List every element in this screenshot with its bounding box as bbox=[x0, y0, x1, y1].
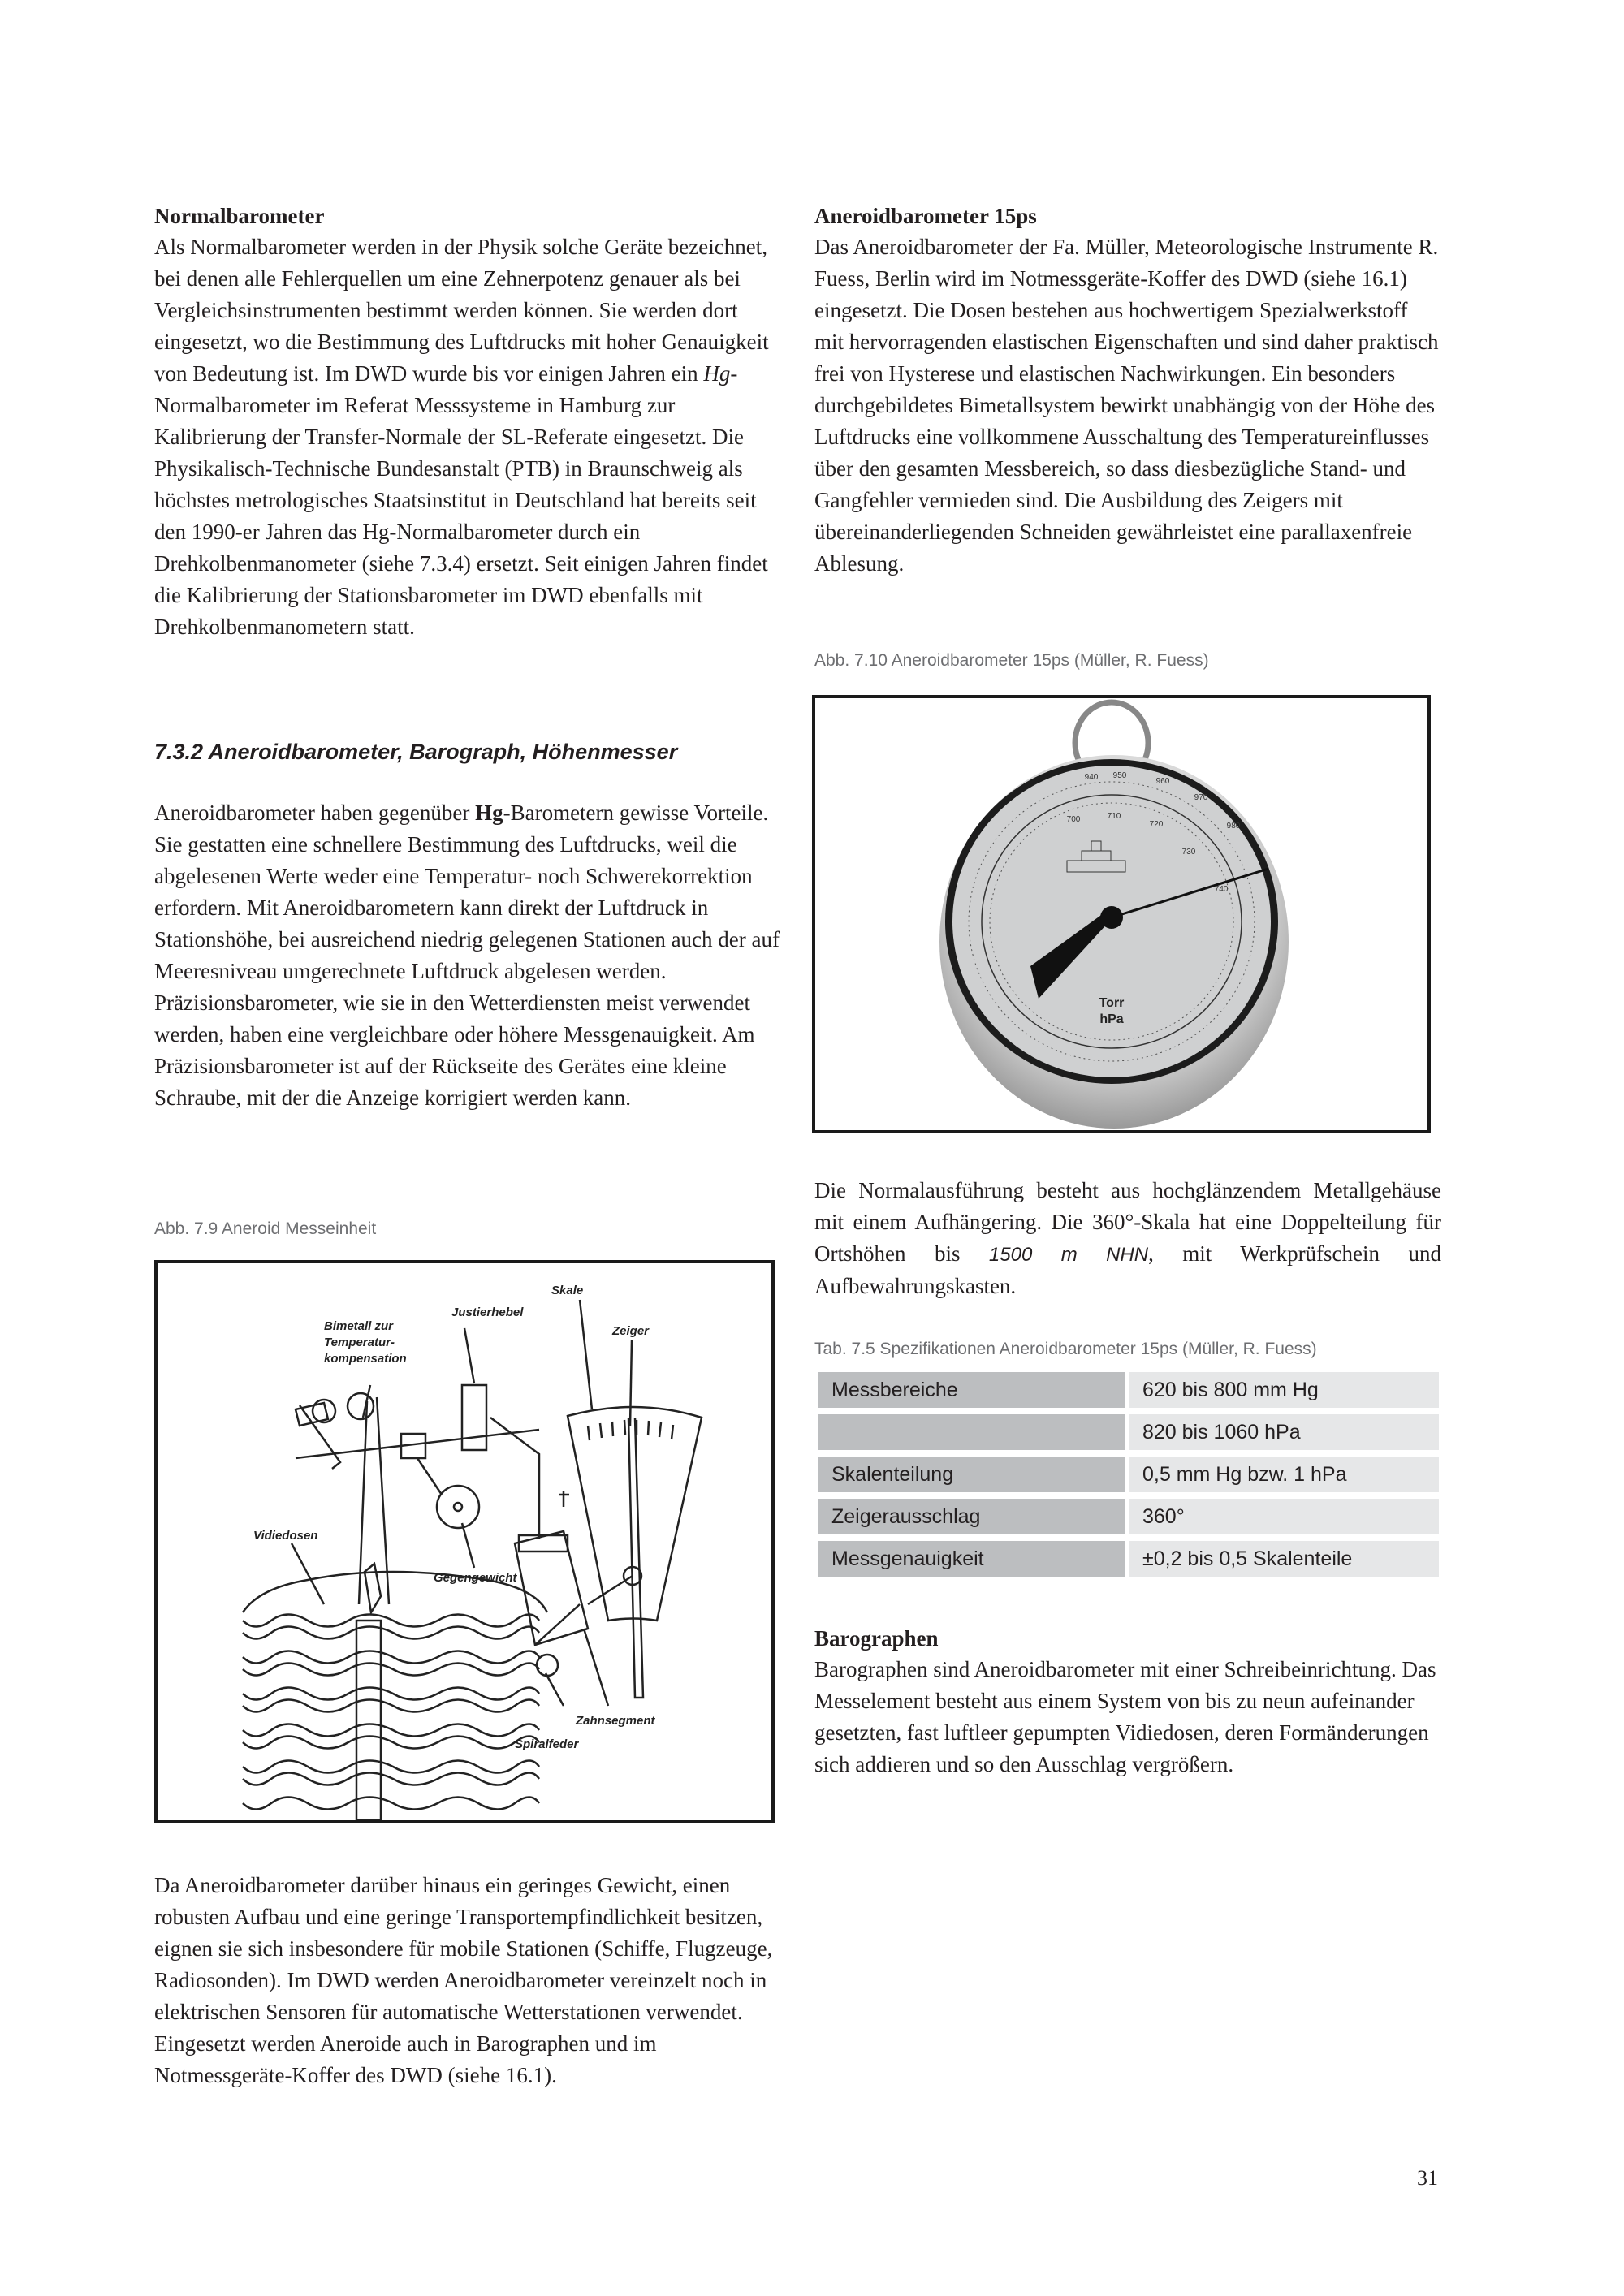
barographen-heading: Barographen bbox=[814, 1626, 939, 1651]
spec-value: 360° bbox=[1129, 1499, 1439, 1534]
dial-tick: 710 bbox=[1107, 812, 1121, 821]
table-row bbox=[818, 1541, 1439, 1577]
spec-value: 820 bis 1060 hPa bbox=[1129, 1414, 1439, 1450]
figure-caption-7-9: Abb. 7.9 Aneroid Messeinheit bbox=[154, 1219, 377, 1238]
dial-tick: 960 bbox=[1155, 777, 1170, 786]
normalbarometer-text-2: -Normalbarometer im Referat Messsysteme in Hamburg zur Kalibrierung der Transfer-Normale der SL-Referate eingesetzt. Die Physikalisch-Technische Bundesanstalt (PTB) in Braunschweig als höchstes metrologisches Staatsinstitut in Deutschland hat bereits seit den 1990-er Jahren das Hg-Normalbarometer durch ein Drehkolbenmanometer (siehe 7.3.4) ersetzt. Seit einigen Jahren findet die Kalibrierung der Stationsbarometer im DWD ebenfalls mit Drehkolbenmanometern statt. bbox=[154, 361, 768, 639]
dial-tick: 940 bbox=[1084, 773, 1099, 782]
spec-key: Skalenteilung bbox=[818, 1457, 1129, 1492]
table-row bbox=[818, 1372, 1439, 1408]
spec-key: Zeigerausschlag bbox=[818, 1499, 1129, 1534]
table-row bbox=[818, 1499, 1439, 1534]
dial-tick: 730 bbox=[1181, 848, 1196, 857]
label-zeiger: Zeiger bbox=[612, 1324, 650, 1338]
normalausfuehrung-text-a: Die Normalausführung besteht aus hochglänzendem Metallgehäuse mit einem Aufhängering. Die 360°-Skala hat eine Doppelteilung für Ortshöhen bis bbox=[814, 1178, 1441, 1266]
normalbarometer-paragraph bbox=[154, 231, 780, 643]
label-zahnsegment: Zahnsegment bbox=[576, 1714, 655, 1728]
label-skale: Skale bbox=[551, 1284, 584, 1297]
normalbarometer-heading: Normalbarometer bbox=[154, 204, 325, 228]
dial-tick: 720 bbox=[1149, 820, 1164, 829]
hg-italic: Hg bbox=[703, 361, 731, 386]
section-7-3-2 bbox=[154, 737, 780, 1114]
aneroid-advantages-paragraph: Da Aneroidbarometer darüber hinaus ein geringes Gewicht, einen robusten Aufbau und eine geringe Transportempfindlichkeit besitzen, eignen sie sich insbesondere für mobile Stationen (Schiffe, Flugzeuge, Radiosonden). Im DWD werden Aneroidbarometer vereinzelt noch in elektrischen Sensoren für automatische Wetterstationen verwendet. Eingesetzt werden Aneroide auch in Barographen und im Notmessgeräte-Koffer des DWD (siehe 16.1). bbox=[154, 1873, 773, 2087]
barometer-dial-icon bbox=[815, 698, 1427, 1130]
section-title: 7.3.2 Aneroidbarometer, Barograph, Höhenmesser bbox=[154, 740, 678, 764]
spec-value: 620 bis 800 mm Hg bbox=[1129, 1372, 1439, 1408]
normalausfuehrung-section bbox=[814, 1175, 1441, 1302]
label-temperatur: Temperatur- bbox=[324, 1336, 395, 1349]
barographen-section bbox=[814, 1624, 1441, 1780]
mechanism-drawing-icon bbox=[158, 1263, 771, 1820]
label-justierhebel: Justierhebel bbox=[451, 1306, 524, 1319]
label-vidiedosen: Vidiedosen bbox=[253, 1529, 318, 1543]
label-bimetall: Bimetall zur bbox=[324, 1319, 394, 1333]
normalausfuehrung-text-b: , mit Werkprüfschein und Aufbewahrungskasten. bbox=[814, 1241, 1441, 1298]
spec-key: Messgenauigkeit bbox=[818, 1541, 1129, 1577]
label-kompensation: kompensation bbox=[324, 1352, 407, 1366]
label-gegengewicht: Gegengewicht bbox=[434, 1571, 517, 1585]
nhn-italic: 1500 m NHN bbox=[988, 1244, 1149, 1266]
table-row bbox=[818, 1457, 1439, 1492]
dial-unit-hpa: hPa bbox=[1099, 1012, 1124, 1026]
aneroid-advantages-section bbox=[154, 1870, 780, 2091]
spec-value: 0,5 mm Hg bzw. 1 hPa bbox=[1129, 1457, 1439, 1492]
dial-tick: 740 bbox=[1214, 885, 1229, 894]
aneroid-15ps-paragraph: Das Aneroidbarometer der Fa. Müller, Meteorologische Instrumente R. Fuess, Berlin wird im Notmessgeräte-Koffer des DWD (siehe 16.1) eingesetzt. Die Dosen bestehen aus hochwertigem Spezialwerkstoff mit hervorragenden elastischen Eigenschaften und sind daher praktisch frei von Hysterese und elastischen Nachwirkungen. Ein besonders durchgebildetes Bimetallsystem bewirkt unabhängig von der Höhe des Luftdrucks eine vollkommene Ausschaltung des Temperatureinflusses über den gesamten Messbereich, so dass diesbezügliche Stand- und Gangfehler vermieden sind. Die Ausbildung des Zeigers mit übereinanderliegenden Schneiden gewährleistet eine parallaxenfreie Ablesung. bbox=[814, 235, 1439, 576]
aneroid-barometer-photo bbox=[812, 695, 1431, 1133]
figure-caption-7-10: Abb. 7.10 Aneroidbarometer 15ps (Müller, R. Fuess) bbox=[814, 651, 1209, 670]
page-number: 31 bbox=[1417, 2166, 1438, 2190]
vidiedosen-stack bbox=[243, 1572, 547, 1820]
table-caption-7-5: Tab. 7.5 Spezifikationen Aneroidbarometer 15ps (Müller, R. Fuess) bbox=[814, 1340, 1317, 1358]
normalbarometer-section bbox=[154, 201, 780, 643]
normalausfuehrung-paragraph bbox=[814, 1175, 1441, 1302]
spec-key: Messbereiche bbox=[818, 1372, 1129, 1408]
aneroid-intro-paragraph bbox=[154, 797, 780, 1114]
table-row bbox=[818, 1414, 1439, 1450]
dial-tick: 700 bbox=[1066, 815, 1081, 824]
hg-bold: Hg bbox=[475, 801, 503, 825]
spec-value: ±0,2 bis 0,5 Skalenteile bbox=[1129, 1541, 1439, 1577]
aneroid-mechanism-diagram bbox=[154, 1260, 775, 1823]
normalbarometer-text-1: Als Normalbarometer werden in der Physik solche Geräte bezeichnet, bei denen alle Fehlerquellen um eine Zehnerpotenz genauer als bei Vergleichsinstrumenten bestimmt werden können. Sie werden dort eingesetzt, wo die Bestimmung des Luftdrucks mit hoher Genauigkeit von Bedeutung ist. Im DWD wurde bis vor einigen Jahren ein bbox=[154, 235, 769, 386]
dial-tick: 950 bbox=[1112, 771, 1127, 780]
aneroid-15ps-section bbox=[814, 201, 1441, 580]
intro-text-a: Aneroidbarometer haben gegenüber bbox=[154, 801, 476, 825]
spec-table bbox=[818, 1366, 1439, 1583]
dial-tick: 980 bbox=[1226, 822, 1241, 831]
dial-tick: 970 bbox=[1194, 793, 1208, 802]
barographen-paragraph: Barographen sind Aneroidbarometer mit einer Schreibeinrichtung. Das Messelement besteht aus einem System von bis zu neun aufeinander gesetzten, fast luftleer gepumpten Vidiedosen, deren Formänderungen sich addieren und so den Ausschlag vergrößern. bbox=[814, 1657, 1436, 1776]
dial-unit-torr: Torr bbox=[1099, 996, 1125, 1010]
label-spiralfeder: Spiralfeder bbox=[515, 1737, 579, 1751]
intro-text-b: -Barometern gewisse Vorteile. Sie gestatten eine schnellere Bestimmung des Luftdrucks, weil die abgelesenen Werte weder eine Temperatur- noch Schwerekorrektion erfordern. Mit Aneroidbarometern kann direkt der Luftdruck in Stationshöhe, bei ausreichend niedrig gelegenen Stationen auch der auf Meeresniveau umgerechnete Luftdruck abgelesen werden. Präzisionsbarometer, wie sie in den Wetterdiensten meist verwendet werden, haben eine vergleichbare oder höhere Messgenauigkeit. Am Präzisionsbarometer ist auf der Rückseite des Gerätes eine kleine Schraube, mit der die Anzeige korrigiert werden kann. bbox=[154, 801, 780, 1110]
spec-key bbox=[818, 1414, 1129, 1450]
aneroid-15ps-heading: Aneroidbarometer 15ps bbox=[814, 204, 1037, 228]
